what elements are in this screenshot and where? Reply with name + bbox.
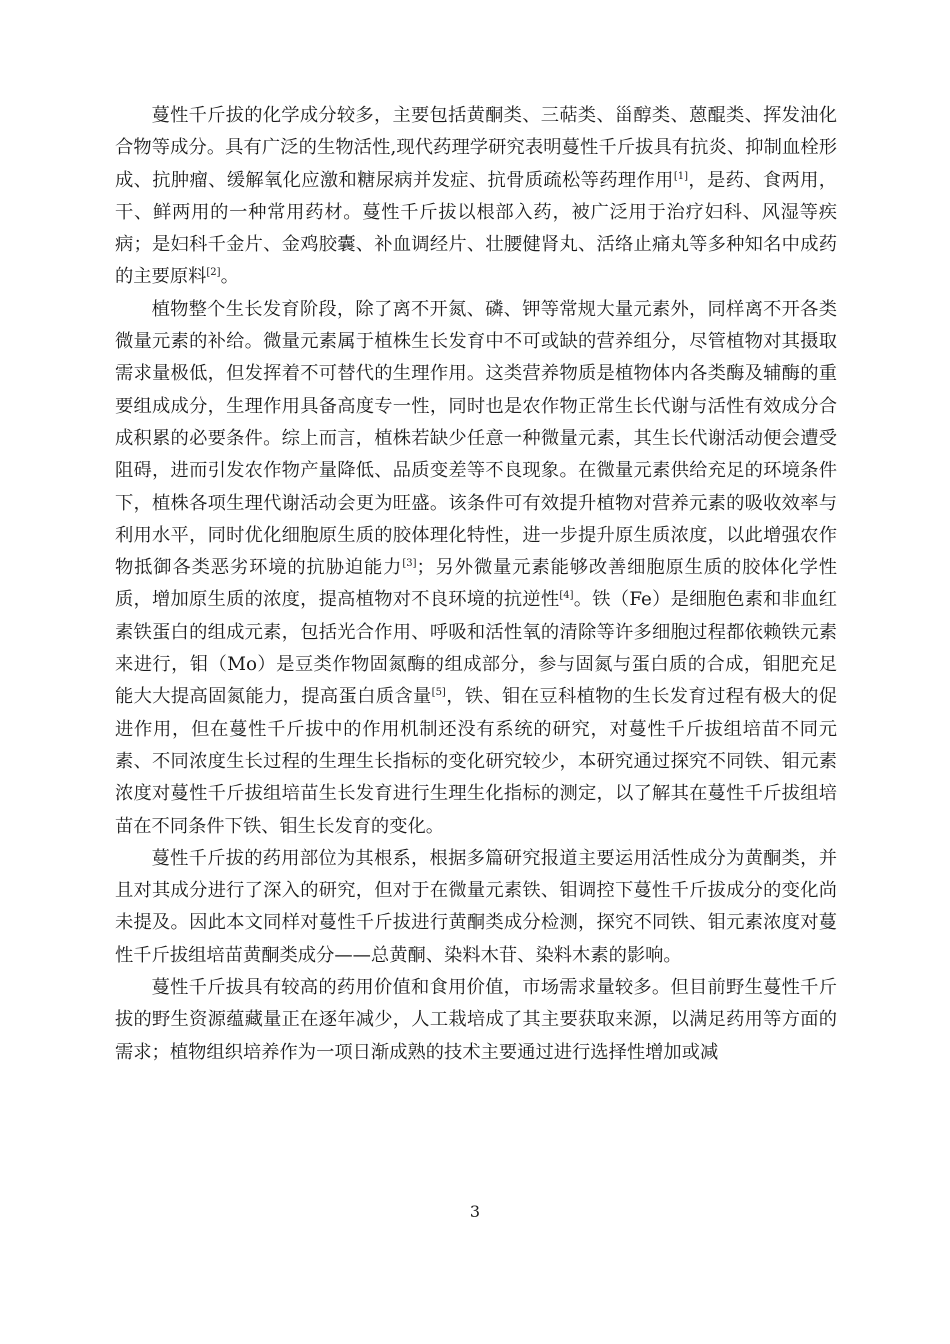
text-segment: 蔓性千斤拔具有较高的药用价值和食用价值，市场需求量较多。但目前野生蔓性千斤拔的野生资源蕴藏量正在逐年减少，人工栽培成了其主要获取来源，以满足药用等方面的需求；植物组织培养作为一项日渐成熟的技术主要通过进行选择性增加或减 (115, 977, 837, 1063)
citation-reference: [4] (559, 590, 574, 602)
citation-reference: [3] (402, 558, 417, 570)
paragraph (115, 972, 837, 1069)
citation-reference: [2] (206, 267, 221, 279)
paragraph (115, 294, 837, 843)
text-segment: ；另外微量元素能够改善细胞原生质的胶体化学性质，增加原生质的浓度，提高植物对不良环境的抗逆性 (115, 557, 838, 611)
text-segment: 。 (220, 266, 239, 288)
citation-reference: [5] (431, 687, 446, 699)
page-number: 3 (469, 1202, 481, 1221)
body-text (115, 100, 837, 1069)
citation-reference: [1] (673, 170, 688, 182)
text-segment: ，铁、钼在豆科植物的生长发育过程有极大的促进作用，但在蔓性千斤拔中的作用机制还没有系统的研究，对蔓性千斤拔组培苗不同元素、不同浓度生长过程的生理生长指标的变化研究较少，本研究通过探究不同铁、钼元素浓度对蔓性千斤拔组培苗生长发育进行生理生化指标的测定，以了解其在蔓性千斤拔组培苗在不同条件下铁、钼生长发育的变化。 (115, 686, 838, 837)
text-segment: 植物整个生长发育阶段，除了离不开氮、磷、钾等常规大量元素外，同样离不开各类微量元素的补给。微量元素属于植株生长发育中不可或缺的营养组分，尽管植物对其摄取需求量极低，但发挥着不可替代的生理作用。这类营养物质是植物体内各类酶及辅酶的重要组成成分，生理作用具备高度专一性，同时也是农作物正常生长代谢与活性有效成分合成积累的必要条件。综上而言，植株若缺少任意一种微量元素，其生长代谢活动便会遭受阻碍，进而引发农作物产量降低、品质变差等不良现象。在微量元素供给充足的环境条件下，植株各项生理代谢活动会更为旺盛。该条件可有效提升植物对营养元素的吸收效率与利用水平，同时优化细胞原生质的胶体理化特性，进一步提升原生质浓度，以此增强农作物抵御各类恶劣环境的抗胁迫能力 (115, 298, 837, 579)
paragraph (115, 100, 837, 294)
text-segment: ，是药、食两用，干、鲜两用的一种常用药材。蔓性千斤拔以根部入药，被广泛用于治疗妇科、风湿等疾病；是妇科千金片、金鸡胶囊、补血调经片、壮腰健肾丸、活络止痛丸等多种知名中成药的主要原料 (115, 169, 838, 288)
text-segment: 蔓性千斤拔的药用部位为其根系，根据多篇研究报道主要运用活性成分为黄酮类，并且对其成分进行了深入的研究，但对于在微量元素铁、钼调控下蔓性千斤拔成分的变化尚未提及。因此本文同样对蔓性千斤拔进行黄酮类成分检测，探究不同铁、钼元素浓度对蔓性千斤拔组培苗黄酮类成分——总黄酮、染料木苷、染料木素的影响。 (115, 847, 837, 966)
text-segment: 。铁（Fe）是细胞色素和非血红素铁蛋白的组成元素，包括光合作用、呼吸和活性氧的清除等许多细胞过程都依赖铁元素来进行，钼（Mo）是豆类作物固氮酶的组成部分，参与固氮与蛋白质的合成，钼肥充足能大大提高固氮能力，提高蛋白质含量 (115, 589, 837, 708)
paragraph (115, 843, 837, 972)
text-segment: 蔓性千斤拔的化学成分较多，主要包括黄酮类、三萜类、甾醇类、蒽醌类、挥发油化合物等成分。具有广泛的生物活性,现代药理学研究表明蔓性千斤拔具有抗炎、抑制血栓形成、抗肿瘤、缓解氧化应激和糖尿病并发症、抗骨质疏松等药理作用 (115, 105, 837, 191)
